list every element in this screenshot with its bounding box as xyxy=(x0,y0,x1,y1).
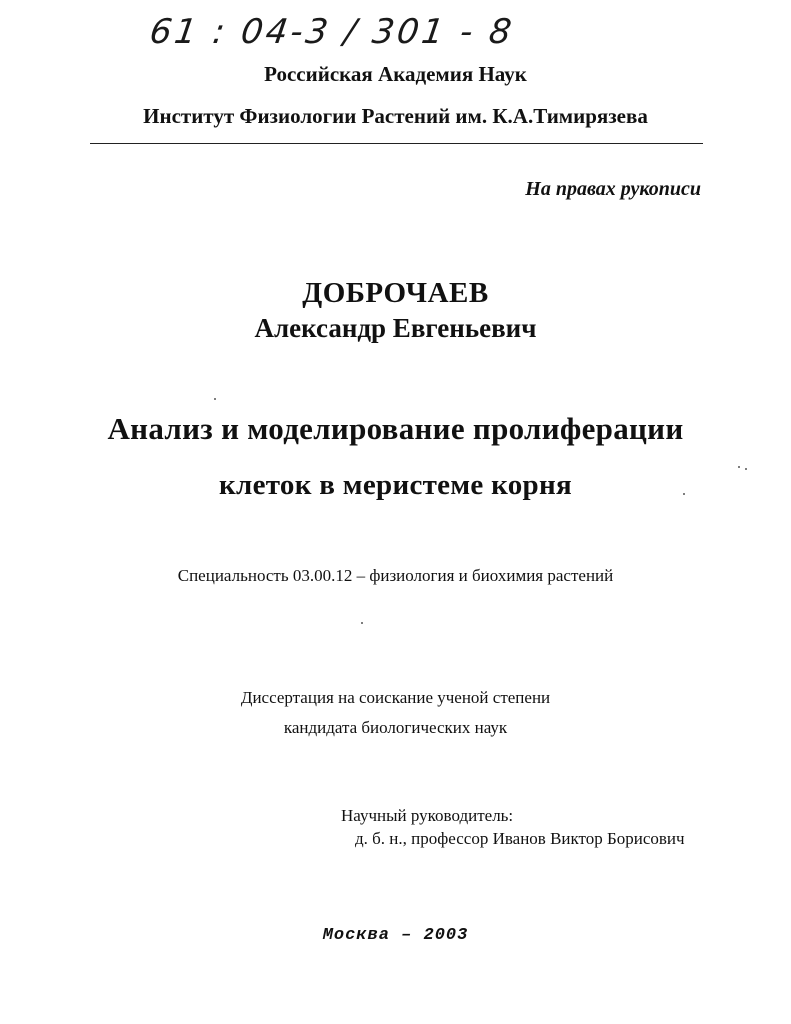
dissertation-title-line-1: Анализ и моделирование пролиферации xyxy=(107,411,684,446)
city-year: Москва – 2003 xyxy=(322,926,469,945)
author-surname: ДОБРОЧАЕВ xyxy=(302,277,489,309)
degree-line-1: Диссертация на соискание ученой степени xyxy=(240,688,551,707)
dissertation-title-line-2: клеток в меристеме корня xyxy=(219,469,572,501)
author-given-names: Александр Евгеньевич xyxy=(254,313,537,343)
institute-name: Институт Физиологии Растений им. К.А.Тимирязева xyxy=(143,104,648,128)
archive-stamp-number: 61 : 04-3 / 301 - 8 xyxy=(147,12,517,52)
academy-name: Российская Академия Наук xyxy=(264,62,527,86)
scan-speck xyxy=(683,493,685,495)
advisor-name: д. б. н., профессор Иванов Виктор Борисович xyxy=(355,829,685,848)
header-divider xyxy=(90,143,703,144)
manuscript-rights-note: На правах рукописи xyxy=(525,178,701,200)
advisor-label: Научный руководитель: xyxy=(341,806,514,825)
scan-speck xyxy=(361,622,363,624)
scan-speck xyxy=(745,468,747,470)
specialty-line: Специальность 03.00.12 – физиология и биохимия растений xyxy=(177,566,614,585)
scan-speck xyxy=(214,398,216,400)
scan-speck xyxy=(738,466,740,468)
degree-line-2: кандидата биологических наук xyxy=(283,718,508,737)
